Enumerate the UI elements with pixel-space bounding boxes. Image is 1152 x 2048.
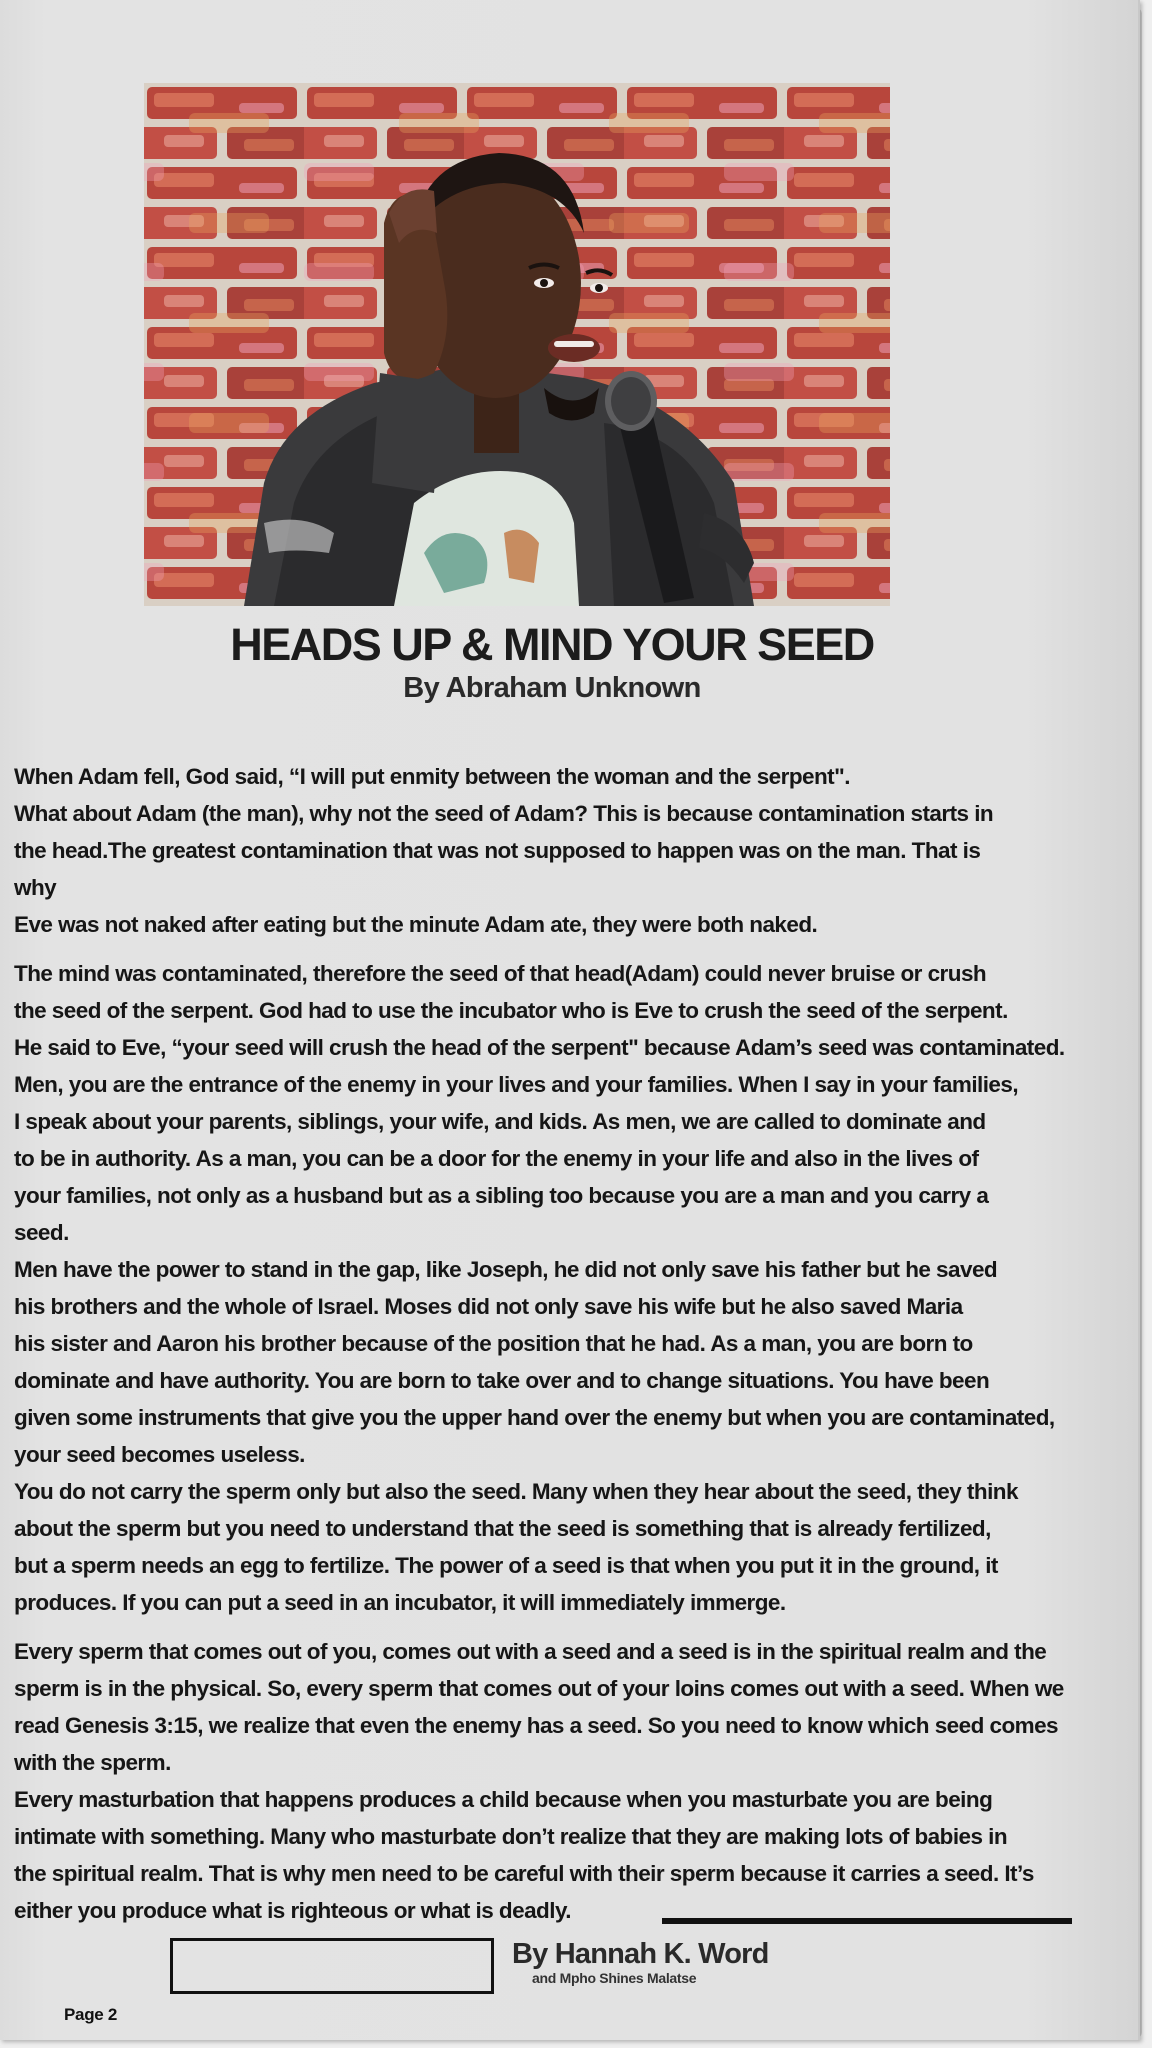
article-line: given some instruments that give you the upper hand over the enemy but when you are contaminated,	[14, 1405, 1055, 1430]
article-line: Men, you are the entrance of the enemy in your lives and your families. When I say in your families,	[14, 1072, 1019, 1097]
article-line: intimate with something. Many who masturbate don’t realize that they are making lots of babies in	[14, 1824, 1008, 1849]
article-line: dominate and have authority. You are born to take over and to change situations. You have been	[14, 1368, 990, 1393]
article-line: He said to Eve, “your seed will crush the head of the serpent" because Adam’s seed was contaminated.	[14, 1035, 1065, 1060]
article-body	[14, 758, 1130, 1929]
article-line: but a sperm needs an egg to fertilize. The power of a seed is that when you put it in the ground, it	[14, 1553, 998, 1578]
article-line: read Genesis 3:15, we realize that even the enemy has a seed. So you need to know which seed comes	[14, 1713, 1059, 1738]
page-number: Page 2	[64, 2005, 118, 2024]
footer-author: By Hannah K. Word	[512, 1938, 769, 1970]
article-byline: By Abraham Unknown	[403, 672, 701, 704]
article-line: I speak about your parents, siblings, your wife, and kids. As men, we are called to dominate and	[14, 1109, 986, 1134]
article-line: your seed becomes useless.	[14, 1442, 305, 1467]
footer-co-author: and Mpho Shines Malatse	[532, 1970, 697, 1986]
article-line: produces. If you can put a seed in an incubator, it will immediately immerge.	[14, 1590, 786, 1615]
article-line: to be in authority. As a man, you can be a door for the enemy in your life and also in the lives of	[14, 1146, 979, 1171]
article-line: about the sperm but you need to understand that the seed is something that is already fertilized,	[14, 1516, 991, 1541]
article-line: You do not carry the sperm only but also the seed. Many when they hear about the seed, they think	[14, 1479, 1018, 1504]
article-line: the seed of the serpent. God had to use the incubator who is Eve to crush the seed of the serpent.	[14, 998, 1008, 1023]
article-line: the head.The greatest contamination that was not supposed to happen was on the man. That is	[14, 838, 981, 863]
divider-rule	[662, 1918, 1072, 1924]
article-line: Every sperm that comes out of you, comes out with a seed and a seed is in the spiritual realm and the	[14, 1639, 1047, 1664]
article-line: seed.	[14, 1220, 69, 1245]
paragraph-gap	[14, 1621, 1130, 1633]
blank-frame-box	[170, 1938, 494, 1994]
article-line: Eve was not naked after eating but the minute Adam ate, they were both naked.	[14, 912, 818, 937]
article-line: his sister and Aaron his brother because of the position that he had. As a man, you are born to	[14, 1331, 973, 1356]
article-line: the spiritual realm. That is why men need to be careful with their sperm because it carries a seed. It’s	[14, 1861, 1034, 1886]
article-line: What about Adam (the man), why not the seed of Adam? This is because contamination starts in	[14, 801, 994, 826]
speaker-photo	[144, 83, 890, 606]
article-line: Men have the power to stand in the gap, like Joseph, he did not only save his father but he saved	[14, 1257, 998, 1282]
paragraph-gap	[14, 943, 1130, 955]
article-line: your families, not only as a husband but as a sibling too because you are a man and you carry a	[14, 1183, 989, 1208]
article-line: his brothers and the whole of Israel. Moses did not only save his wife but he also saved Maria	[14, 1294, 963, 1319]
article-line: why	[14, 875, 57, 900]
article-line: sperm is in the physical. So, every sperm that comes out of your loins comes out with a seed. When we	[14, 1676, 1064, 1701]
article-line: When Adam fell, God said, “I will put enmity between the woman and the serpent".	[14, 764, 850, 789]
article-line: with the sperm.	[14, 1750, 171, 1775]
article-line: either you produce what is righteous or what is deadly.	[14, 1898, 571, 1923]
article-line: The mind was contaminated, therefore the seed of that head(Adam) could never bruise or crush	[14, 961, 987, 986]
article-line: Every masturbation that happens produces a child because when you masturbate you are being	[14, 1787, 993, 1812]
article-headline: HEADS UP & MIND YOUR SEED	[230, 619, 874, 670]
